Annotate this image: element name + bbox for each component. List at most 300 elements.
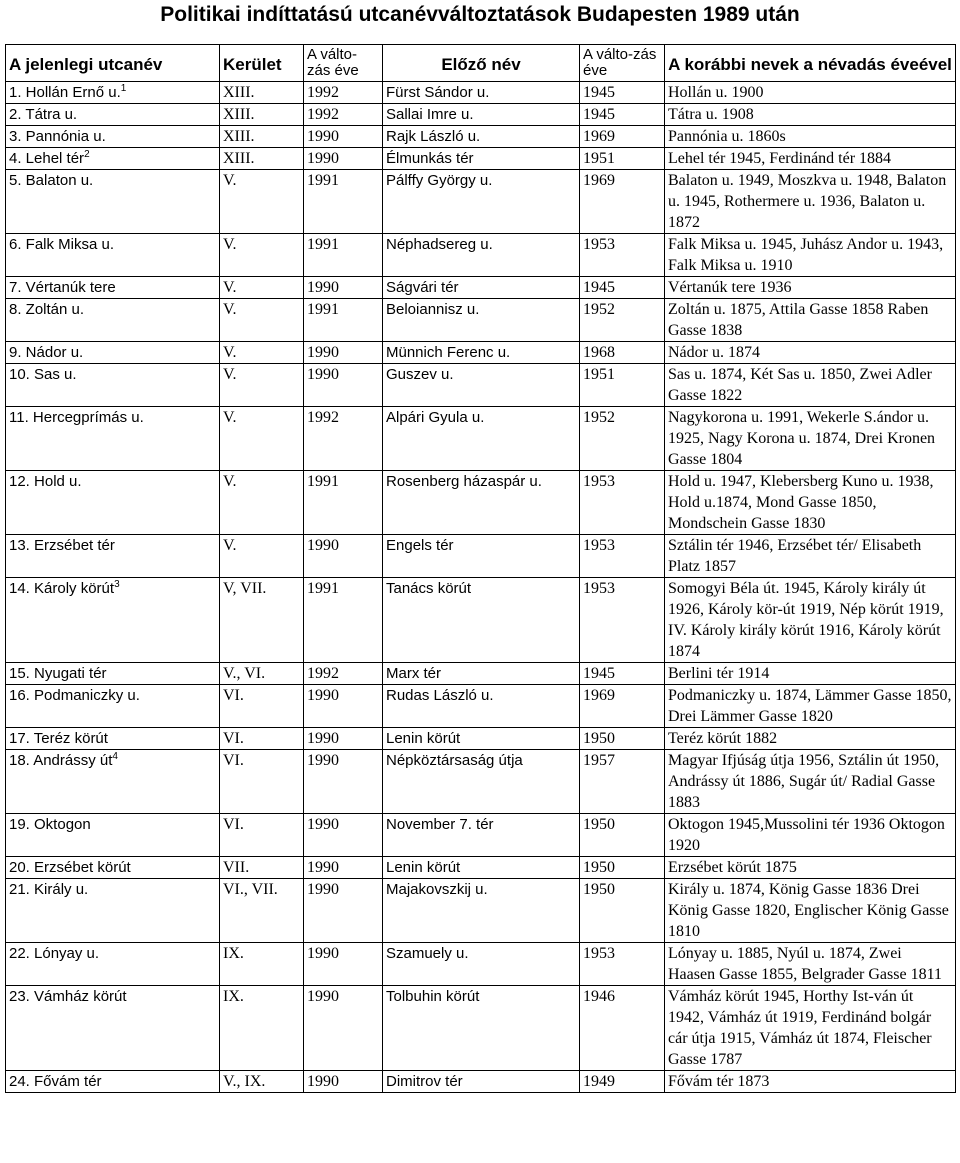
cell-previous-name-text: Rudas László u. — [386, 687, 494, 704]
cell-previous-name — [383, 857, 580, 879]
cell-current-name-text: 3. Pannónia u. — [9, 128, 106, 145]
cell-history-text: Tátra u. 1908 — [668, 106, 754, 123]
cell-district — [220, 578, 304, 663]
cell-history-text: Fővám tér 1873 — [668, 1073, 770, 1090]
cell-current-name — [6, 685, 220, 728]
cell-change-year-text: 1990 — [307, 687, 339, 704]
cell-district — [220, 170, 304, 234]
cell-previous-name-text: Majakovszkij u. — [386, 881, 488, 898]
cell-district — [220, 82, 304, 104]
cell-district-text: IX. — [223, 988, 244, 1005]
cell-current-name — [6, 535, 220, 578]
cell-change-year — [304, 364, 383, 407]
cell-history-text: Vámház körút 1945, Horthy Ist-ván út 1942, Vámház út 1919, Ferdinánd bolgár cár útja 1915, Vámház út 1874, Fleischer Gasse 1787 — [668, 988, 932, 1068]
cell-previous-name-text: November 7. tér — [386, 816, 494, 833]
cell-previous-year-text: 1951 — [583, 150, 615, 167]
cell-district-text: XIII. — [223, 106, 255, 123]
cell-change-year-text: 1990 — [307, 1073, 339, 1090]
cell-history-text: Nádor u. 1874 — [668, 344, 760, 361]
table-row — [6, 986, 956, 1071]
cell-district-text: XIII. — [223, 128, 255, 145]
cell-change-year-text: 1990 — [307, 128, 339, 145]
cell-previous-name — [383, 986, 580, 1071]
cell-change-year — [304, 342, 383, 364]
cell-previous-name-text: Szamuely u. — [386, 945, 469, 962]
cell-previous-name — [383, 663, 580, 685]
cell-current-name-text: 2. Tátra u. — [9, 106, 78, 123]
cell-previous-year — [580, 578, 665, 663]
header-current-name: A jelenlegi utcanév — [6, 45, 220, 82]
cell-previous-year — [580, 126, 665, 148]
cell-change-year — [304, 170, 383, 234]
cell-previous-year-text: 1969 — [583, 172, 615, 189]
cell-change-year — [304, 1071, 383, 1093]
cell-previous-year — [580, 814, 665, 857]
table-row — [6, 814, 956, 857]
cell-district-text: V. — [223, 172, 237, 189]
cell-previous-year — [580, 728, 665, 750]
table-row — [6, 299, 956, 342]
cell-current-name-text: 5. Balaton u. — [9, 172, 94, 189]
cell-current-name — [6, 277, 220, 299]
cell-history — [665, 277, 956, 299]
cell-previous-name-text: Marx tér — [386, 665, 442, 682]
cell-current-name — [6, 663, 220, 685]
cell-district — [220, 299, 304, 342]
cell-change-year — [304, 234, 383, 277]
cell-change-year-text: 1992 — [307, 409, 339, 426]
cell-change-year-text: 1992 — [307, 106, 339, 123]
cell-district — [220, 814, 304, 857]
cell-change-year — [304, 986, 383, 1071]
cell-district — [220, 364, 304, 407]
footnote-marker: 2 — [84, 149, 90, 160]
cell-change-year — [304, 277, 383, 299]
cell-current-name — [6, 1071, 220, 1093]
cell-previous-name-text: Sallai Imre u. — [386, 106, 474, 123]
cell-history-text: Magyar Ifjúság útja 1956, Sztálin út 1950, Andrássy út 1886, Sugár út/ Radial Gasse 1883 — [668, 752, 940, 811]
cell-history — [665, 364, 956, 407]
cell-previous-year — [580, 535, 665, 578]
cell-previous-name-text: Tolbuhin körút — [386, 988, 480, 1005]
cell-previous-name — [383, 685, 580, 728]
table-row — [6, 578, 956, 663]
cell-current-name — [6, 407, 220, 471]
cell-previous-name-text: Pálffy György u. — [386, 172, 493, 189]
cell-district-text: V. — [223, 236, 237, 253]
cell-district — [220, 750, 304, 814]
cell-previous-name — [383, 234, 580, 277]
cell-change-year — [304, 663, 383, 685]
cell-previous-year — [580, 364, 665, 407]
table-row — [6, 535, 956, 578]
cell-change-year — [304, 471, 383, 535]
cell-district — [220, 407, 304, 471]
cell-change-year — [304, 857, 383, 879]
cell-change-year — [304, 750, 383, 814]
cell-district-text: V. — [223, 344, 237, 361]
cell-history-text: Hollán u. 1900 — [668, 84, 764, 101]
cell-current-name — [6, 170, 220, 234]
cell-current-name — [6, 879, 220, 943]
cell-history-text: Lehel tér 1945, Ferdinánd tér 1884 — [668, 150, 892, 167]
cell-previous-name — [383, 578, 580, 663]
cell-district — [220, 685, 304, 728]
cell-history — [665, 986, 956, 1071]
cell-change-year — [304, 728, 383, 750]
cell-previous-name-text: Tanács körút — [386, 580, 472, 597]
cell-previous-year — [580, 299, 665, 342]
cell-previous-name-text: Rajk László u. — [386, 128, 481, 145]
cell-previous-name — [383, 126, 580, 148]
cell-history — [665, 407, 956, 471]
cell-history-text: Lónyay u. 1885, Nyúl u. 1874, Zwei Haasen Gasse 1855, Belgrader Gasse 1811 — [668, 945, 942, 983]
footnote-marker: 4 — [112, 751, 118, 762]
cell-history-text: Oktogon 1945,Mussolini tér 1936 Oktogon 1920 — [668, 816, 945, 854]
footnote-marker: 3 — [114, 579, 120, 590]
cell-previous-year-text: 1953 — [583, 580, 615, 597]
cell-current-name-text: 7. Vértanúk tere — [9, 279, 116, 296]
cell-previous-year — [580, 170, 665, 234]
cell-previous-year-text: 1957 — [583, 752, 615, 769]
cell-previous-year — [580, 1071, 665, 1093]
table-row — [6, 104, 956, 126]
cell-current-name-text: 13. Erzsébet tér — [9, 537, 115, 554]
cell-district — [220, 1071, 304, 1093]
cell-previous-name — [383, 814, 580, 857]
cell-previous-year — [580, 82, 665, 104]
cell-change-year-text: 1991 — [307, 473, 339, 490]
cell-change-year-text: 1990 — [307, 344, 339, 361]
cell-current-name-text: 8. Zoltán u. — [9, 301, 85, 318]
cell-previous-year-text: 1950 — [583, 881, 615, 898]
cell-history — [665, 1071, 956, 1093]
cell-history-text: Erzsébet körút 1875 — [668, 859, 797, 876]
cell-district-text: V. — [223, 409, 237, 426]
cell-previous-name — [383, 299, 580, 342]
cell-current-name — [6, 471, 220, 535]
cell-change-year-text: 1992 — [307, 84, 339, 101]
header-change-year: A válto-zás éve — [304, 45, 383, 82]
cell-history — [665, 234, 956, 277]
cell-history — [665, 170, 956, 234]
cell-history-text: Balaton u. 1949, Moszkva u. 1948, Balaton u. 1945, Rothermere u. 1936, Balaton u. 1872 — [668, 172, 947, 231]
cell-previous-year-text: 1953 — [583, 945, 615, 962]
cell-history — [665, 663, 956, 685]
cell-previous-name — [383, 104, 580, 126]
cell-change-year-text: 1990 — [307, 881, 339, 898]
cell-change-year-text: 1990 — [307, 279, 339, 296]
cell-current-name — [6, 986, 220, 1071]
cell-previous-name — [383, 407, 580, 471]
cell-change-year — [304, 148, 383, 170]
cell-history-text: Sztálin tér 1946, Erzsébet tér/ Elisabeth Platz 1857 — [668, 537, 922, 575]
cell-previous-name-text: Engels tér — [386, 537, 454, 554]
cell-district-text: VII. — [223, 859, 250, 876]
cell-previous-year-text: 1945 — [583, 665, 615, 682]
cell-district-text: V. — [223, 301, 237, 318]
header-history: A korábbi nevek a névadás éveével — [665, 45, 956, 82]
cell-change-year-text: 1991 — [307, 301, 339, 318]
cell-change-year-text: 1990 — [307, 752, 339, 769]
table-row — [6, 879, 956, 943]
cell-previous-name — [383, 750, 580, 814]
cell-district-text: V. — [223, 473, 237, 490]
cell-current-name — [6, 82, 220, 104]
cell-previous-year — [580, 148, 665, 170]
cell-history — [665, 857, 956, 879]
table-row — [6, 148, 956, 170]
cell-history — [665, 82, 956, 104]
cell-previous-year-text: 1950 — [583, 730, 615, 747]
cell-change-year — [304, 299, 383, 342]
table-row — [6, 82, 956, 104]
cell-change-year-text: 1990 — [307, 366, 339, 383]
cell-previous-name — [383, 1071, 580, 1093]
cell-history-text: Podmaniczky u. 1874, Lämmer Gasse 1850, Drei Lämmer Gasse 1820 — [668, 687, 952, 725]
cell-current-name-text: 9. Nádor u. — [9, 344, 84, 361]
cell-history-text: Nagykorona u. 1991, Wekerle S.ándor u. 1925, Nagy Korona u. 1874, Drei Kronen Gasse 1804 — [668, 409, 936, 468]
cell-previous-year-text: 1953 — [583, 236, 615, 253]
cell-previous-year-text: 1953 — [583, 473, 615, 490]
cell-change-year — [304, 104, 383, 126]
cell-previous-year-text: 1969 — [583, 687, 615, 704]
table-row — [6, 407, 956, 471]
cell-previous-name-text: Fürst Sándor u. — [386, 84, 490, 101]
cell-district — [220, 857, 304, 879]
cell-current-name — [6, 814, 220, 857]
cell-current-name-text: 15. Nyugati tér — [9, 665, 107, 682]
cell-current-name-text: 6. Falk Miksa u. — [9, 236, 115, 253]
header-district: Kerület — [220, 45, 304, 82]
cell-district-text: XIII. — [223, 84, 255, 101]
cell-district-text: XIII. — [223, 150, 255, 167]
street-rename-table — [5, 44, 956, 1093]
cell-district-text: VI. — [223, 730, 244, 747]
cell-current-name-text: 22. Lónyay u. — [9, 945, 100, 962]
cell-previous-name — [383, 277, 580, 299]
table-row — [6, 728, 956, 750]
cell-district — [220, 126, 304, 148]
cell-district — [220, 148, 304, 170]
cell-change-year-text: 1990 — [307, 816, 339, 833]
cell-history — [665, 342, 956, 364]
cell-previous-name — [383, 943, 580, 986]
cell-change-year-text: 1992 — [307, 665, 339, 682]
cell-current-name-text: 16. Podmaniczky u. — [9, 687, 140, 704]
cell-change-year — [304, 814, 383, 857]
table-row — [6, 471, 956, 535]
cell-history — [665, 471, 956, 535]
cell-previous-name — [383, 342, 580, 364]
table-row — [6, 857, 956, 879]
cell-previous-year — [580, 879, 665, 943]
cell-history — [665, 685, 956, 728]
cell-previous-name-text: Néphadsereg u. — [386, 236, 493, 253]
cell-change-year — [304, 535, 383, 578]
footnote-marker: 1 — [120, 83, 127, 94]
cell-current-name-text: 21. Király u. — [9, 881, 89, 898]
cell-history — [665, 578, 956, 663]
cell-change-year-text: 1991 — [307, 172, 339, 189]
cell-current-name — [6, 342, 220, 364]
cell-previous-year-text: 1950 — [583, 859, 615, 876]
cell-change-year — [304, 82, 383, 104]
cell-history — [665, 814, 956, 857]
cell-district — [220, 104, 304, 126]
cell-district — [220, 234, 304, 277]
cell-district — [220, 535, 304, 578]
cell-previous-name-text: Münnich Ferenc u. — [386, 344, 511, 361]
cell-previous-year-text: 1951 — [583, 366, 615, 383]
cell-current-name-text: 17. Teréz körút — [9, 730, 108, 747]
cell-district-text: V, VII. — [223, 580, 267, 597]
cell-previous-name-text: Guszev u. — [386, 366, 454, 383]
cell-change-year-text: 1991 — [307, 580, 339, 597]
cell-previous-year — [580, 342, 665, 364]
cell-previous-year — [580, 943, 665, 986]
cell-current-name — [6, 126, 220, 148]
table-row — [6, 685, 956, 728]
cell-history-text: Somogyi Béla út. 1945, Károly király út 1926, Károly kör-út 1919, Nép körút 1919, IV. Károly király körút 1916, Károly körút 1874 — [668, 580, 944, 660]
cell-previous-year — [580, 750, 665, 814]
table-row — [6, 364, 956, 407]
page-title: Politikai indíttatású utcanévváltoztatások Budapesten 1989 után — [160, 3, 800, 26]
cell-change-year — [304, 126, 383, 148]
cell-previous-year-text: 1969 — [583, 128, 615, 145]
cell-previous-year — [580, 685, 665, 728]
cell-current-name — [6, 104, 220, 126]
header-previous-name: Előző név — [383, 45, 580, 82]
cell-history — [665, 943, 956, 986]
cell-previous-year — [580, 471, 665, 535]
cell-previous-name — [383, 471, 580, 535]
cell-current-name — [6, 728, 220, 750]
cell-change-year-text: 1991 — [307, 236, 339, 253]
cell-district-text: VI. — [223, 816, 244, 833]
cell-change-year — [304, 685, 383, 728]
cell-previous-name-text: Népköztársaság útja — [386, 752, 523, 769]
cell-previous-year-text: 1953 — [583, 537, 615, 554]
cell-district-text: V. — [223, 279, 237, 296]
cell-change-year — [304, 943, 383, 986]
cell-district-text: V., IX. — [223, 1073, 266, 1090]
cell-current-name-text: 18. Andrássy út — [9, 752, 113, 769]
cell-change-year-text: 1990 — [307, 537, 339, 554]
table-row — [6, 1071, 956, 1093]
cell-current-name — [6, 578, 220, 663]
cell-previous-year-text: 1968 — [583, 344, 615, 361]
cell-current-name-text: 23. Vámház körút — [9, 988, 127, 1005]
table-row — [6, 170, 956, 234]
cell-history — [665, 148, 956, 170]
cell-history — [665, 126, 956, 148]
cell-district-text: VI. — [223, 752, 244, 769]
cell-district — [220, 986, 304, 1071]
cell-district — [220, 879, 304, 943]
table-row — [6, 663, 956, 685]
cell-previous-name-text: Lenin körút — [386, 859, 461, 876]
cell-current-name — [6, 750, 220, 814]
cell-previous-year — [580, 407, 665, 471]
cell-current-name-text: 11. Hercegprímás u. — [9, 409, 144, 426]
cell-change-year-text: 1990 — [307, 945, 339, 962]
cell-history — [665, 299, 956, 342]
cell-history-text: Pannónia u. 1860s — [668, 128, 786, 145]
cell-history-text: Berlini tér 1914 — [668, 665, 770, 682]
cell-previous-year — [580, 663, 665, 685]
cell-previous-name — [383, 728, 580, 750]
cell-history-text: Falk Miksa u. 1945, Juhász Andor u. 1943, Falk Miksa u. 1910 — [668, 236, 944, 274]
cell-change-year-text: 1990 — [307, 730, 339, 747]
cell-history — [665, 879, 956, 943]
cell-district-text: V., VI. — [223, 665, 266, 682]
cell-current-name — [6, 234, 220, 277]
cell-previous-name-text: Ságvári tér — [386, 279, 459, 296]
cell-previous-name-text: Dimitrov tér — [386, 1073, 463, 1090]
table-row — [6, 126, 956, 148]
cell-previous-name-text: Rosenberg házaspár u. — [386, 473, 542, 490]
cell-current-name-text: 19. Oktogon — [9, 816, 91, 833]
cell-previous-name — [383, 82, 580, 104]
cell-current-name-text: 24. Fővám tér — [9, 1073, 102, 1090]
table-row — [6, 277, 956, 299]
cell-previous-year — [580, 104, 665, 126]
cell-change-year-text: 1990 — [307, 988, 339, 1005]
cell-previous-name — [383, 148, 580, 170]
cell-previous-year — [580, 234, 665, 277]
cell-previous-year — [580, 986, 665, 1071]
cell-change-year — [304, 578, 383, 663]
cell-district-text: V. — [223, 537, 237, 554]
cell-district-text: VI. — [223, 687, 244, 704]
cell-current-name-text: 20. Erzsébet körút — [9, 859, 131, 876]
cell-previous-name-text: Lenin körút — [386, 730, 461, 747]
cell-current-name — [6, 857, 220, 879]
cell-change-year — [304, 879, 383, 943]
cell-history-text: Zoltán u. 1875, Attila Gasse 1858 Raben Gasse 1838 — [668, 301, 929, 339]
cell-previous-year-text: 1945 — [583, 279, 615, 296]
cell-history-text: Sas u. 1874, Két Sas u. 1850, Zwei Adler Gasse 1822 — [668, 366, 932, 404]
cell-previous-name — [383, 364, 580, 407]
cell-previous-year-text: 1945 — [583, 84, 615, 101]
cell-previous-name-text: Élmunkás tér — [386, 150, 474, 167]
cell-previous-name-text: Alpári Gyula u. — [386, 409, 485, 426]
cell-previous-year-text: 1952 — [583, 301, 615, 318]
cell-current-name — [6, 943, 220, 986]
cell-district — [220, 943, 304, 986]
cell-change-year-text: 1990 — [307, 150, 339, 167]
header-previous-change-year: A válto-zás éve — [580, 45, 665, 82]
cell-district-text: VI., VII. — [223, 881, 278, 898]
table-row — [6, 234, 956, 277]
cell-previous-name — [383, 170, 580, 234]
cell-history-text: Teréz körút 1882 — [668, 730, 778, 747]
cell-history — [665, 535, 956, 578]
cell-current-name-text: 1. Hollán Ernő u. — [9, 84, 121, 101]
table-row — [6, 342, 956, 364]
cell-current-name — [6, 148, 220, 170]
cell-previous-year — [580, 277, 665, 299]
cell-district — [220, 663, 304, 685]
cell-district — [220, 471, 304, 535]
cell-history-text: Király u. 1874, König Gasse 1836 Drei König Gasse 1820, Englischer König Gasse 1810 — [668, 881, 949, 940]
cell-current-name-text: 10. Sas u. — [9, 366, 77, 383]
cell-change-year — [304, 407, 383, 471]
cell-previous-year-text: 1945 — [583, 106, 615, 123]
cell-history — [665, 728, 956, 750]
cell-district — [220, 728, 304, 750]
